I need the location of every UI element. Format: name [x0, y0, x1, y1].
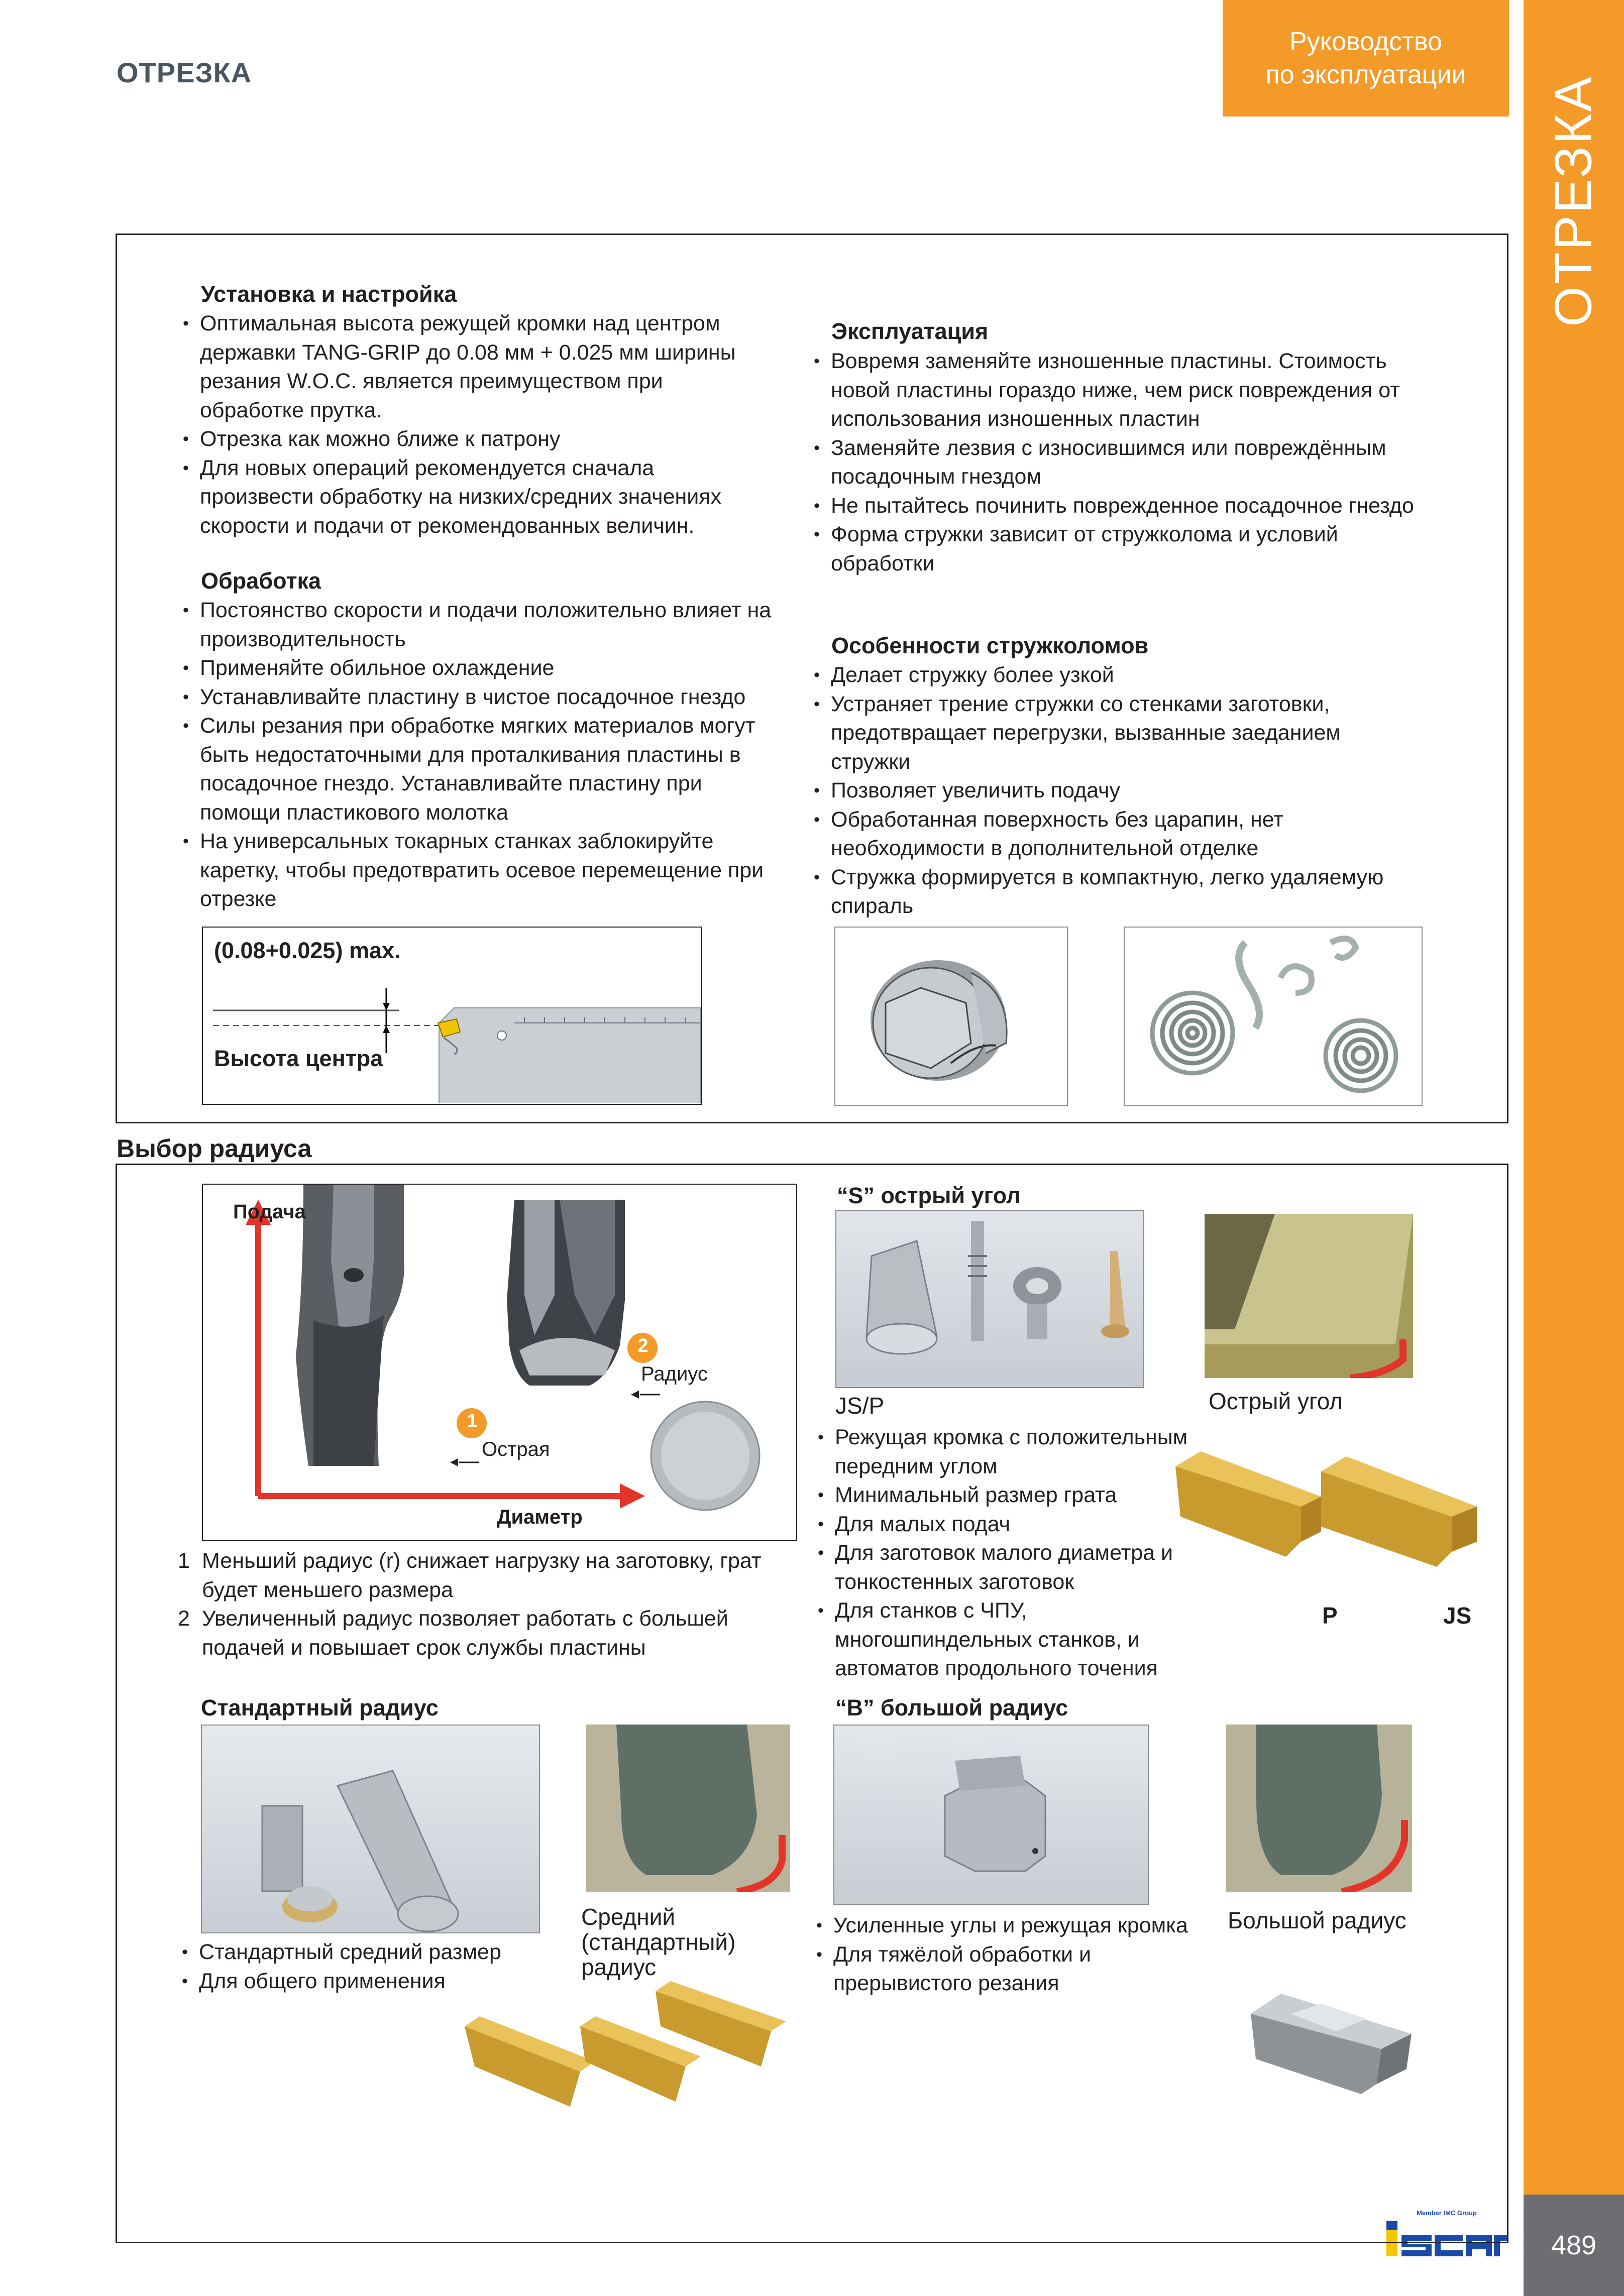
radius-section-title: Выбор радиуса — [117, 1134, 312, 1163]
label-p: P — [1322, 1602, 1338, 1629]
b-large-parts-photo — [833, 1725, 1149, 1905]
sharp-label: Острая — [482, 1438, 550, 1460]
manual-line-2: по эксплуатации — [1265, 60, 1466, 89]
side-label: ОТРЕЗКА — [1544, 75, 1603, 327]
operation-list — [814, 347, 1417, 578]
b-large-heading: “B” большой радиус — [835, 1695, 1068, 1720]
list-item: • Вовремя заменяйте изношенные пластины. Стоимость новой пластины гораздо ниже, чем риск повреждения от использования изношенных пластин — [814, 347, 1417, 434]
standard-heading: Стандартный радиус — [201, 1695, 439, 1720]
list-item: • Для заготовок малого диаметра и тонкостенных заготовок — [818, 1539, 1230, 1596]
list-item: • Стружка формируется в компактную, легко удаляемую спираль — [814, 863, 1396, 921]
s-sharp-parts-photo — [835, 1210, 1144, 1388]
sharp-edge-closeup — [1205, 1214, 1413, 1378]
list-item: • Делает стружку более узкой — [814, 661, 1396, 690]
list-item: • Обработанная поверхность без царапин, нет необходимости в дополнительной отделке — [814, 806, 1396, 863]
diameter-label: Диаметр — [497, 1506, 583, 1528]
js-p-subheading: JS/P — [835, 1393, 885, 1419]
list-item: • Постоянство скорости и подачи положительно влияет на производительность — [183, 596, 781, 654]
list-item: • Минимальный размер грата — [818, 1481, 1230, 1510]
list-item: • Стандартный средний размер — [182, 1938, 564, 1967]
list-item: • Отрезка как можно ближе к патрону — [183, 425, 766, 454]
b-large-list — [816, 1911, 1198, 1998]
standard-edge-closeup — [586, 1725, 790, 1892]
sharp-edge-caption: Острый угол — [1209, 1388, 1343, 1414]
badge-1: 1 — [467, 1411, 478, 1432]
radius-label: Радиус — [641, 1363, 708, 1385]
radius-notes — [176, 1547, 804, 1662]
list-item: • Форма стружки зависит от стружколома и условий обработки — [814, 520, 1417, 578]
list-item: • Позволяет увеличить подачу — [814, 776, 1396, 806]
large-radius-caption: Большой радиус — [1228, 1907, 1406, 1933]
standard-inserts-image — [465, 1976, 786, 2127]
max-label: (0.08+0.025) max. — [214, 938, 401, 963]
page-number: 489 — [1524, 2195, 1624, 2296]
badge-2: 2 — [637, 1335, 648, 1356]
list-item: • Устанавливайте пластину в чистое посадочное гнездо — [183, 683, 781, 712]
chipbreakers-list — [814, 661, 1396, 921]
list-item: • На универсальных токарных станках заблокируйте каретку, чтобы предотвратить осевое перемещение при отрезке — [183, 827, 781, 914]
list-item: • Для станков с ЧПУ, многошпиндельных станков, и автоматов продольного точения — [818, 1596, 1230, 1683]
list-item: • Для новых операций рекомендуется сначала произвести обработку на низких/средних значениях скорости и подачи от рекомендованных величин. — [183, 454, 766, 541]
standard-edge-caption: Средний (стандартный) радиус — [581, 1904, 736, 1980]
list-item: • Оптимальная высота режущей кромки над центром державки TANG-GRIP до 0.08 мм + 0.025 мм ширины резания W.O.C. является преимуществом при обработке прутка. — [183, 309, 766, 425]
list-item: • Режущая кромка с положительным передним углом — [818, 1423, 1230, 1481]
processing-heading: Обработка — [201, 568, 321, 594]
manual-line-1: Руководство — [1289, 27, 1442, 56]
large-radius-edge-closeup — [1226, 1725, 1412, 1892]
list-item: • Для тяжёлой обработки и прерывистого резания — [816, 1940, 1198, 1998]
center-height-diagram — [202, 927, 702, 1105]
s-sharp-heading: “S” острый угол — [837, 1183, 1021, 1208]
s-sharp-list — [818, 1423, 1230, 1683]
side-bar — [1524, 0, 1624, 2195]
list-item: • Для общего применения — [182, 1967, 564, 1996]
processing-list — [183, 596, 781, 914]
setup-heading: Установка и настройка — [201, 281, 457, 307]
note-item: 2 Увеличенный радиус позволяет работать с большей подачей и повышает срок службы пластины — [178, 1606, 728, 1660]
chipbreaker-photo — [834, 927, 1068, 1106]
note-item: 1 Меньший радиус (r) снижает нагрузку на заготовку, грат будет меньшего размера — [178, 1549, 762, 1602]
list-item: • Применяйте обильное охлаждение — [183, 654, 781, 683]
page-title: ОТРЕЗКА — [117, 57, 252, 88]
manual-tab — [1223, 0, 1509, 117]
center-height-label: Высота центра — [214, 1046, 383, 1071]
list-item: • Устраняет трение стружки со стенками заготовки, предотвращает перегрузки, вызванные заеданием стружки — [814, 690, 1396, 777]
label-js: JS — [1443, 1602, 1472, 1629]
list-item: • Усиленные углы и режущая кромка — [816, 1911, 1198, 1940]
radius-diagram — [202, 1184, 797, 1541]
logo-member-text: Member IMC Group — [1417, 2209, 1477, 2217]
b-large-insert-image — [1241, 1984, 1422, 2099]
list-item: • Не пытайтесь починить поврежденное посадочное гнездо — [814, 492, 1417, 521]
list-item: • Для малых подач — [818, 1510, 1230, 1539]
feed-label: Подача — [233, 1201, 306, 1223]
operation-heading: Эксплуатация — [831, 318, 989, 344]
js-p-inserts-image — [1170, 1441, 1482, 1607]
list-item: • Силы резания при обработке мягких материалов могут быть недостаточными для проталкивания пластины в посадочное гнездо. Устанавливайте пластину при помощи пластикового молотка — [183, 712, 781, 827]
chipbreakers-heading: Особенности стружколомов — [831, 633, 1149, 658]
chip-spirals-photo — [1124, 927, 1423, 1106]
standard-parts-photo — [201, 1725, 540, 1933]
setup-list — [183, 309, 766, 540]
list-item: • Заменяйте лезвия с износившимся или повреждённым посадочным гнездом — [814, 434, 1417, 492]
